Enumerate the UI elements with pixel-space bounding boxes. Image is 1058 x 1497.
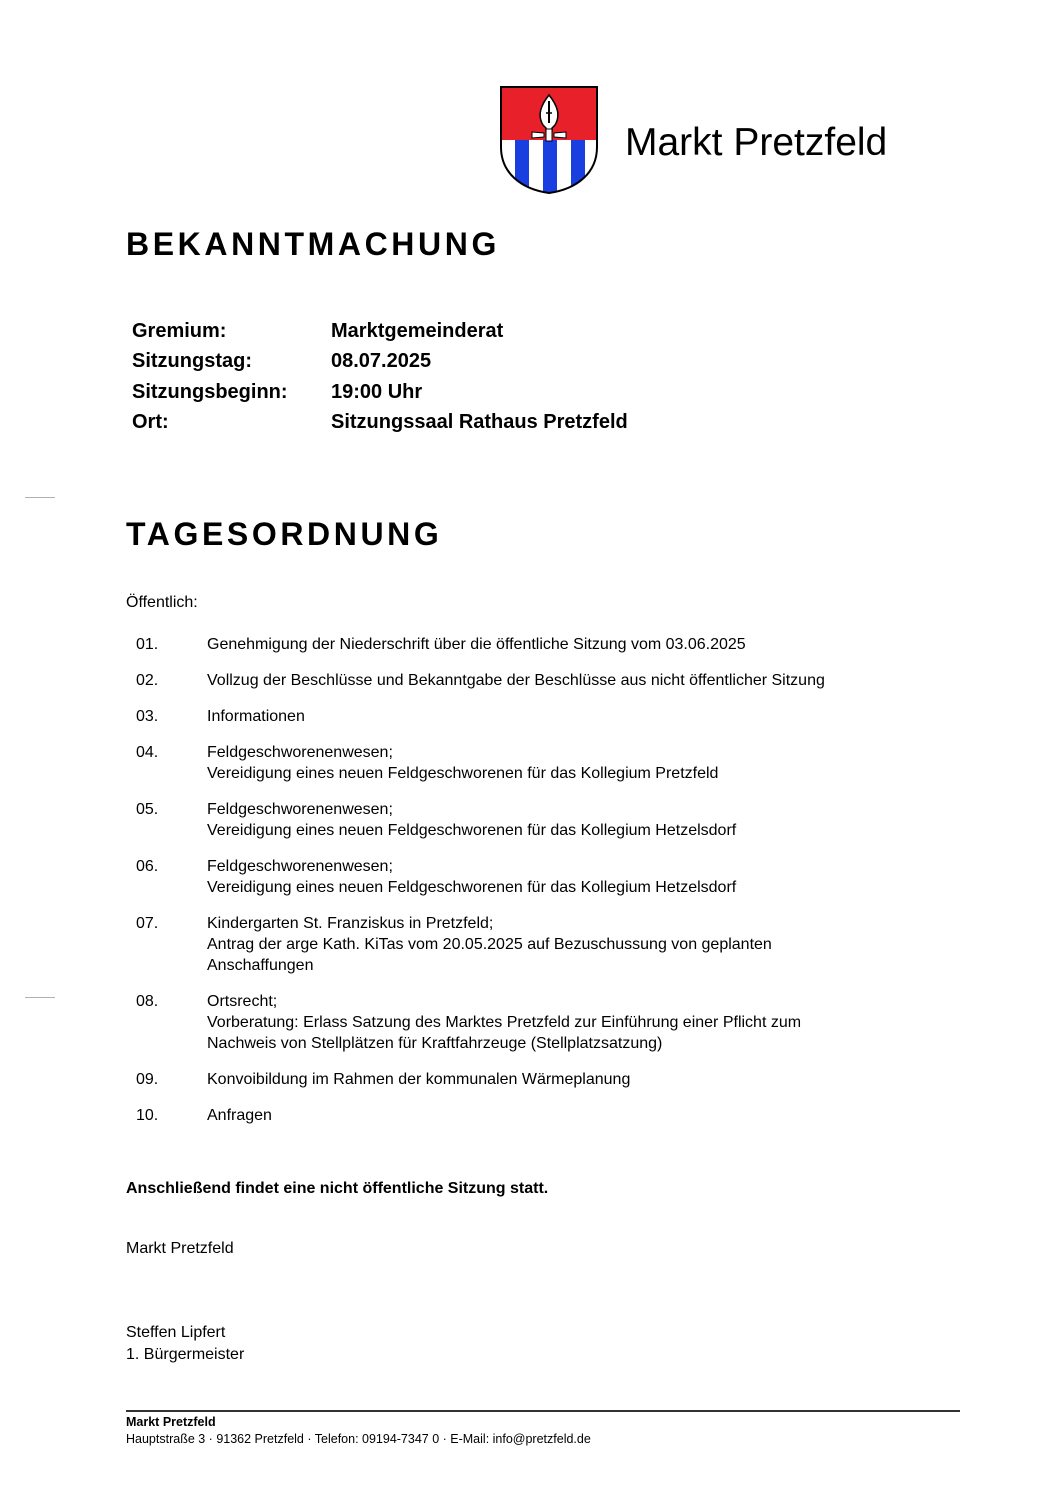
agenda-item [136, 634, 936, 655]
agenda-item-text [207, 742, 936, 784]
agenda-item [136, 742, 936, 784]
signer-title: 1. Bürgermeister [126, 1346, 245, 1363]
agenda-item-number: 09. [136, 1071, 159, 1088]
agenda-item-text [207, 991, 936, 1054]
detail-label: Ort: [132, 411, 169, 434]
detail-label: Sitzungsbeginn: [132, 380, 288, 403]
agenda-item-line: Vereidigung eines neuen Feldgeschworenen für das Kollegium Pretzfeld [207, 765, 719, 782]
agenda-item-line: Feldgeschworenenwesen; [207, 744, 393, 761]
detail-value: 19:00 Uhr [331, 380, 423, 403]
agenda-item [136, 706, 936, 727]
agenda-item-number: 01. [136, 636, 159, 653]
agenda-item-text [207, 799, 936, 841]
agenda-item-number: 10. [136, 1107, 159, 1124]
fold-mark [25, 497, 55, 498]
agenda-item-line: Antrag der arge Kath. KiTas vom 20.05.2025 auf Bezuschussung von geplanten [207, 936, 772, 953]
agenda-list [136, 634, 936, 1141]
agenda-item-line: Vorberatung: Erlass Satzung des Marktes Pretzfeld zur Einführung einer Pflicht zum [207, 1014, 802, 1031]
organization-name: Markt Pretzfeld [625, 121, 888, 164]
agenda-item-line: Feldgeschworenenwesen; [207, 801, 393, 818]
agenda-item-number: 08. [136, 993, 159, 1010]
agenda-item-text [207, 634, 936, 655]
footer-title: Markt Pretzfeld [126, 1415, 216, 1429]
footer [126, 1414, 591, 1448]
agenda-item [136, 1105, 936, 1126]
agenda-item-line: Ortsrecht; [207, 993, 278, 1010]
agenda-heading: TAGESORDNUNG [126, 516, 443, 552]
agenda-item-line: Vereidigung eines neuen Feldgeschworenen für das Kollegium Hetzelsdorf [207, 822, 737, 839]
agenda-item-line: Genehmigung der Niederschrift über die öffentliche Sitzung vom 03.06.2025 [207, 636, 746, 653]
agenda-item [136, 991, 936, 1054]
detail-row-gremium [132, 316, 628, 347]
agenda-item-line: Konvoibildung im Rahmen der kommunalen Wärmeplanung [207, 1071, 631, 1088]
agenda-item-line: Feldgeschworenenwesen; [207, 858, 393, 875]
agenda-item-number: 06. [136, 858, 159, 875]
agenda-item [136, 913, 936, 976]
agenda-item-line: Anschaffungen [207, 957, 314, 974]
agenda-item [136, 1069, 936, 1090]
agenda-item-line: Kindergarten St. Franziskus in Pretzfeld; [207, 915, 494, 932]
letterhead [499, 85, 887, 195]
agenda-item-line: Vollzug der Beschlüsse und Bekanntgabe der Beschlüsse aus nicht öffentlicher Sitzung [207, 672, 825, 689]
agenda-item-text [207, 913, 936, 976]
agenda-item-line: Anfragen [207, 1107, 272, 1124]
agenda-item [136, 799, 936, 841]
agenda-item-text [207, 1105, 936, 1126]
agenda-section-label: Öffentlich: [126, 594, 198, 611]
announcement-heading: BEKANNTMACHUNG [126, 226, 500, 262]
signer-name: Steffen Lipfert [126, 1324, 226, 1341]
closing-notice: Anschließend findet eine nicht öffentliche Sitzung statt. [126, 1180, 549, 1197]
agenda-item-text [207, 706, 936, 727]
detail-value: Marktgemeinderat [331, 319, 504, 342]
agenda-item-number: 05. [136, 801, 159, 818]
meeting-details [132, 316, 628, 438]
agenda-item-number: 02. [136, 672, 159, 689]
agenda-item-line: Vereidigung eines neuen Feldgeschworenen für das Kollegium Hetzelsdorf [207, 879, 737, 896]
detail-row-location [132, 408, 628, 439]
punch-mark [25, 997, 55, 998]
agenda-item-number: 03. [136, 708, 159, 725]
footer-address: Hauptstraße 3 · 91362 Pretzfeld · Telefon: 09194-7347 0 · E-Mail: info@pretzfeld.de [126, 1432, 591, 1446]
agenda-item-text [207, 856, 936, 898]
agenda-item-line: Nachweis von Stellplätzen für Kraftfahrzeuge (Stellplatzsatzung) [207, 1035, 663, 1052]
signature-block [126, 1322, 244, 1366]
footer-divider [126, 1410, 960, 1412]
detail-label: Gremium: [132, 319, 227, 342]
agenda-item [136, 856, 936, 898]
detail-row-date [132, 347, 628, 378]
detail-value: 08.07.2025 [331, 350, 432, 373]
detail-row-start [132, 377, 628, 408]
agenda-item-line: Informationen [207, 708, 305, 725]
agenda-item-text [207, 670, 936, 691]
signature-organization: Markt Pretzfeld [126, 1240, 234, 1257]
detail-label: Sitzungstag: [132, 350, 252, 373]
agenda-item-number: 07. [136, 915, 159, 932]
agenda-item-number: 04. [136, 744, 159, 761]
agenda-item-text [207, 1069, 936, 1090]
agenda-item [136, 670, 936, 691]
detail-value: Sitzungssaal Rathaus Pretzfeld [331, 411, 628, 434]
coat-of-arms-icon [499, 85, 599, 195]
